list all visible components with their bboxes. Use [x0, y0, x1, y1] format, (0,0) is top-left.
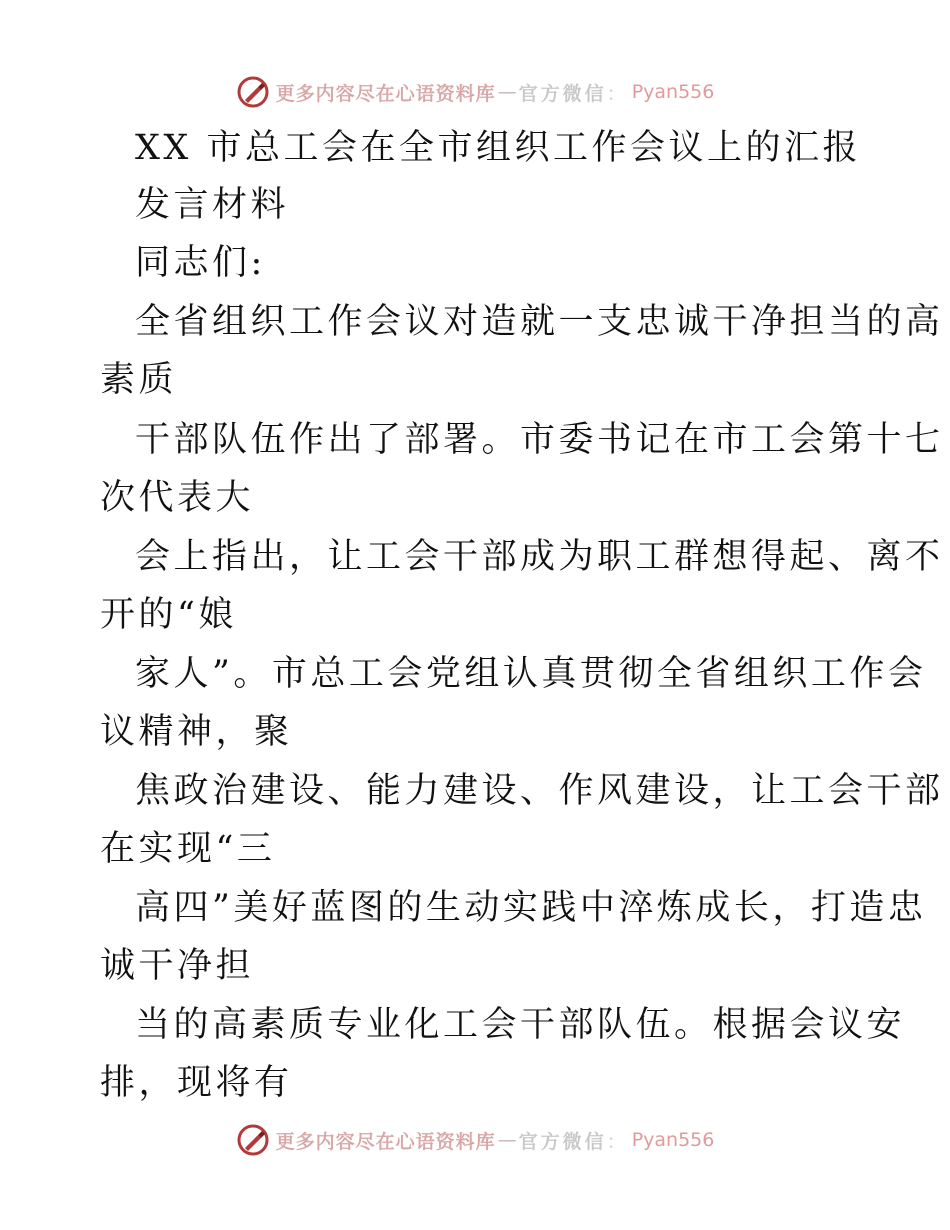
body-line: 开的“娘	[100, 595, 237, 635]
body-line: 当的高素质专业化工会干部队伍。根据会议安	[135, 1005, 906, 1045]
pen-logo-icon	[236, 1123, 270, 1157]
body-line: 素质	[100, 360, 178, 400]
document-title: XX 市总工会在全市组织工作会议上的汇报	[135, 128, 861, 168]
body-line: 家人”。市总工会党组认真贯彻全省组织工作会	[135, 654, 927, 694]
body-line: 在实现“三	[100, 829, 276, 869]
body-line: 议精神，聚	[100, 712, 293, 752]
document-title-continued: 发言材料	[135, 185, 290, 225]
body-line: 诚干净担	[100, 946, 255, 986]
watermark-wechat-id: Pyan556	[631, 1129, 715, 1151]
watermark-separator: ：	[606, 82, 626, 105]
watermark-dash: —	[497, 81, 517, 103]
body-line: 高四”美好蓝图的生动实践中淬炼成长，打造忠	[135, 888, 927, 928]
body-line: 干部队伍作出了部署。市委书记在市工会第十七	[135, 420, 944, 460]
body-line: 次代表大	[100, 478, 255, 518]
watermark-banner-bottom	[0, 1118, 950, 1162]
body-line: 会上指出，让工会干部成为职工群想得起、离不	[135, 537, 944, 577]
watermark-separator: ：	[606, 1130, 626, 1153]
watermark-text: 更多内容尽在心语资料库	[275, 82, 496, 105]
watermark-dash: —	[497, 1129, 517, 1151]
salutation: 同志们:	[135, 243, 266, 283]
watermark-wechat-label: 官方微信	[518, 1130, 607, 1153]
watermark-wechat-label: 官方微信	[518, 82, 607, 105]
body-line: 全省组织工作会议对造就一支忠诚干净担当的高	[135, 302, 944, 342]
watermark-text: 更多内容尽在心语资料库	[275, 1130, 496, 1153]
watermark-wechat-id: Pyan556	[631, 81, 715, 103]
body-line: 排，现将有	[100, 1063, 293, 1103]
body-line: 焦政治建设、能力建设、作风建设，让工会干部	[135, 771, 944, 811]
